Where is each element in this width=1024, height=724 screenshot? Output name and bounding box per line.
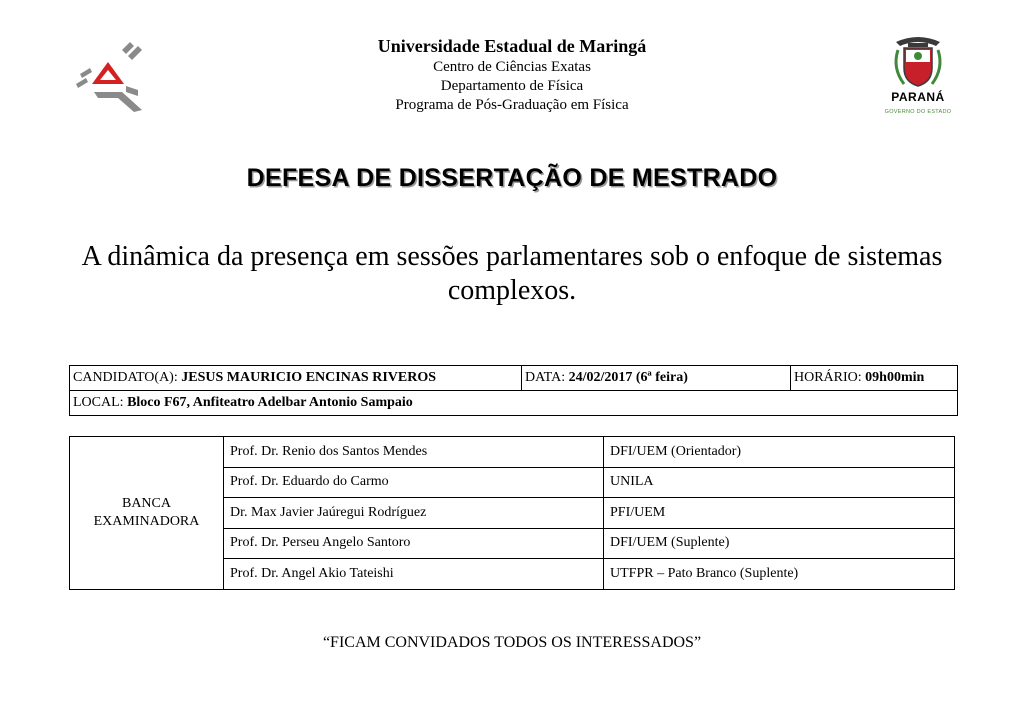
center-name: Centro de Ciências Exatas: [433, 59, 591, 75]
info-table: [69, 365, 958, 416]
candidate-name: JESUS MAURICIO ENCINAS RIVEROS: [181, 370, 437, 385]
location-value: Bloco F67, Anfiteatro Adelbar Antonio Sampaio: [127, 395, 413, 410]
time-label: HORÁRIO:: [794, 370, 862, 385]
banca-label: [70, 437, 224, 590]
member-affiliation: UNILA: [604, 467, 955, 498]
member-name: Prof. Dr. Eduardo do Carmo: [224, 467, 604, 498]
department-name: Departamento de Física: [440, 78, 584, 94]
time-cell: [791, 366, 958, 391]
banca-label-line2: EXAMINADORA: [93, 513, 200, 529]
member-affiliation: DFI/UEM (Orientador): [604, 437, 955, 468]
date-label: DATA:: [525, 370, 566, 385]
parana-name: PARANÁ: [891, 90, 945, 104]
program-name: Programa de Pós-Graduação em Física: [395, 97, 629, 113]
member-name: Dr. Max Javier Jaúregui Rodríguez: [224, 498, 604, 529]
time-value: 09h00min: [865, 370, 925, 385]
uem-logo-icon: [72, 40, 144, 116]
member-name: Prof. Dr. Perseu Angelo Santoro: [224, 528, 604, 559]
member-name: Prof. Dr. Angel Akio Tateishi: [224, 559, 604, 590]
location-cell: [70, 391, 958, 416]
info-row-1: [70, 366, 958, 391]
parana-logo: [878, 34, 958, 122]
thesis-title: A dinâmica da presença em sessões parlamentares sob o enfoque de sistemas complexos.: [81, 241, 943, 306]
location-label: LOCAL:: [73, 395, 124, 410]
banca-label-line1: BANCA: [121, 495, 171, 511]
info-row-2: [70, 391, 958, 416]
university-name: Universidade Estadual de Maringá: [377, 36, 647, 56]
banca-table: [69, 436, 955, 590]
member-affiliation: DFI/UEM (Suplente): [604, 528, 955, 559]
parana-coat-of-arms-icon: [878, 34, 958, 90]
candidate-label: CANDIDATO(A):: [73, 370, 178, 385]
member-affiliation: PFI/UEM: [604, 498, 955, 529]
header: [300, 34, 724, 115]
date-cell: [522, 366, 791, 391]
parana-subtitle: GOVERNO DO ESTADO: [884, 109, 952, 115]
member-affiliation: UTFPR – Pato Branco (Suplente): [604, 559, 955, 590]
page-title: DEFESA DE DISSERTAÇÃO DE MESTRADO: [246, 164, 778, 192]
table-row: [70, 437, 955, 468]
candidate-cell: [70, 366, 522, 391]
invitation-text: “FICAM CONVIDADOS TODOS OS INTERESSADOS”: [322, 634, 702, 651]
member-name: Prof. Dr. Renio dos Santos Mendes: [224, 437, 604, 468]
uem-logo: [72, 40, 144, 116]
date-value: 24/02/2017 (6ª feira): [568, 370, 688, 385]
